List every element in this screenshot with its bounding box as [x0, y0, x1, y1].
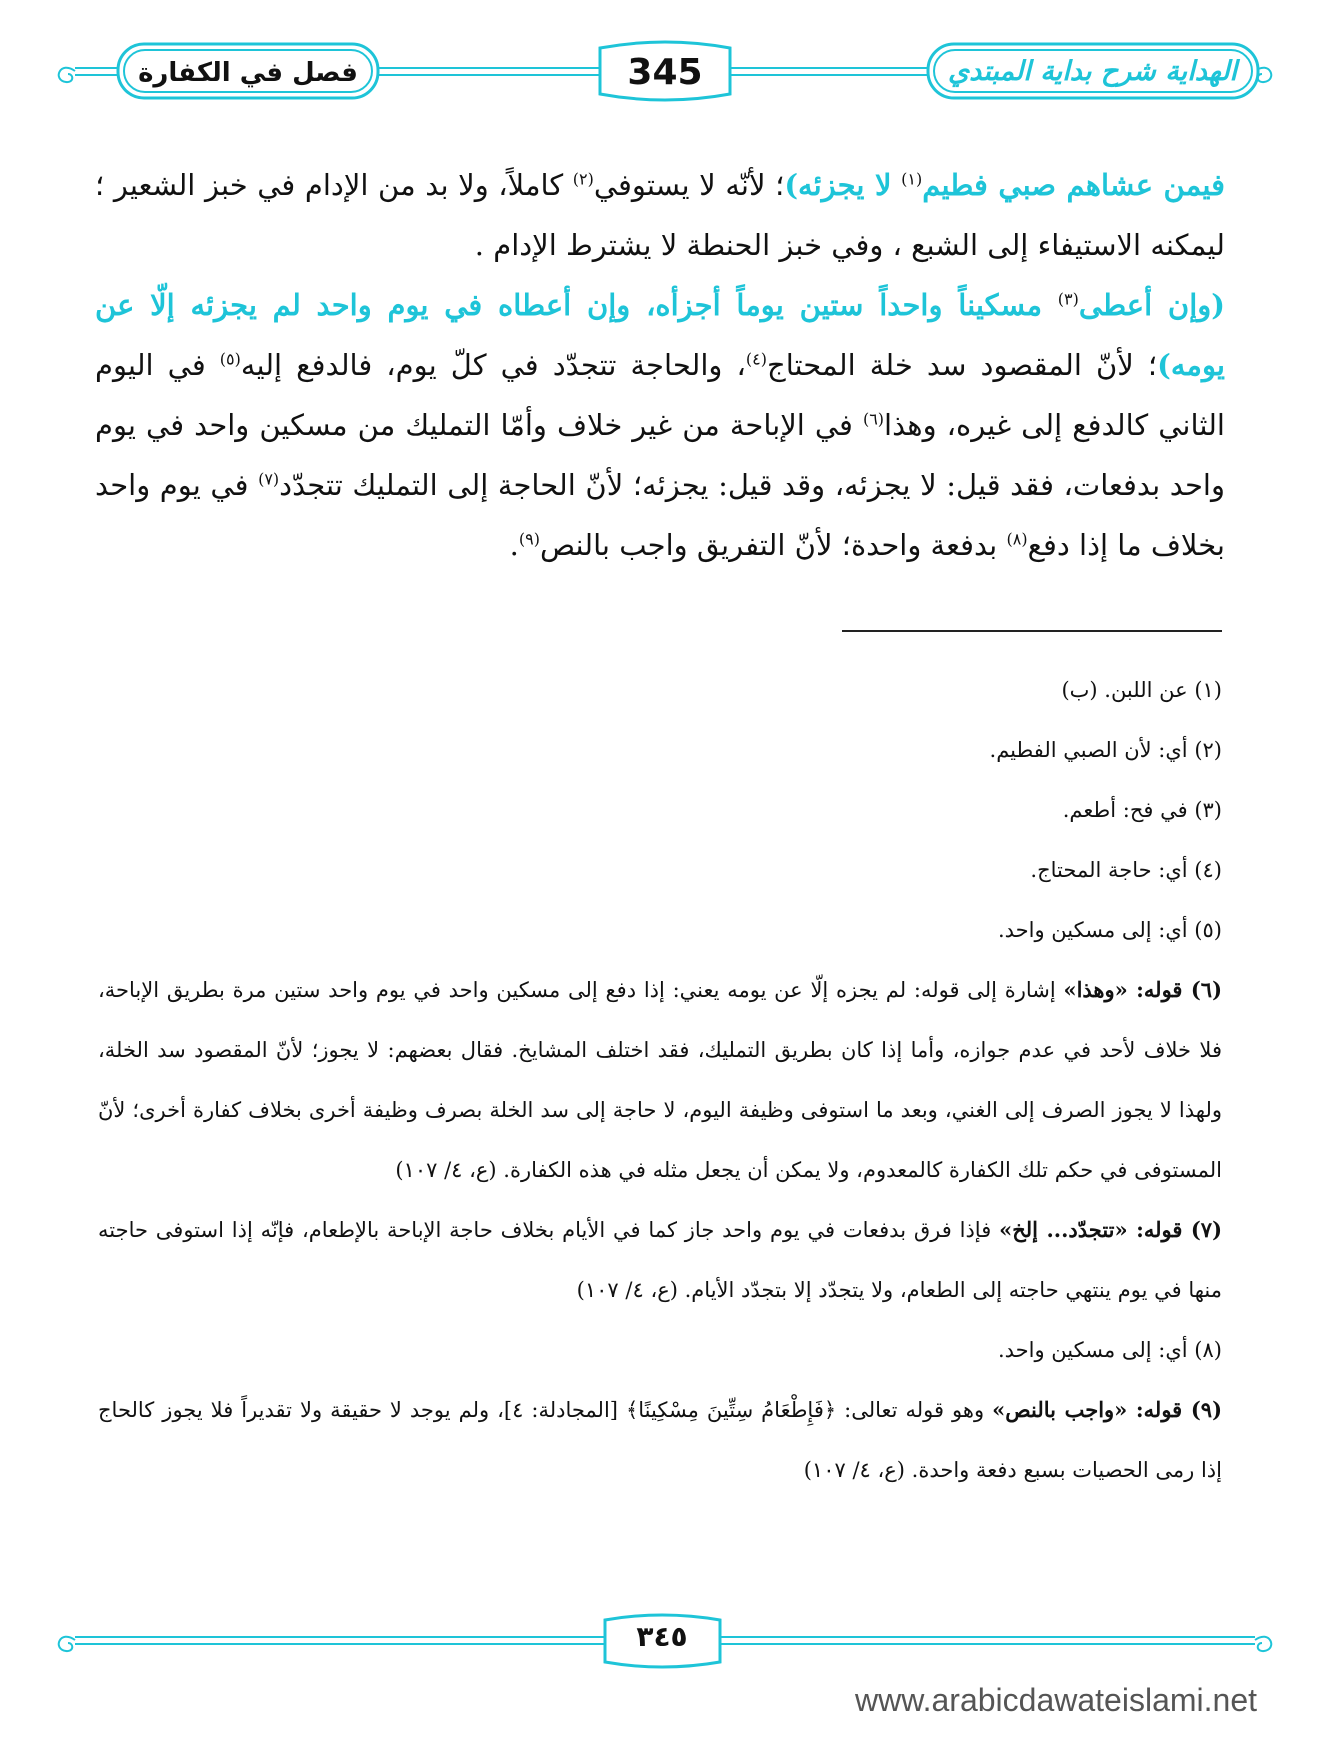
- footnote-ref-1: (١): [901, 169, 923, 189]
- footnote-6-text: إشارة إلى قوله: لم يجزه إلّا عن يومه يعني: إذا دفع إلى مسكين واحد في يوم واحد ستين مرة بطريق الإباحة، فلا خلاف لأحد في عدم جوازه، وأما إذا كان بطريق التمليك، فقد اختلف المشايخ. فقال بعضهم: لا يجوز؛ لأنّ المقصود سد الخلة، ولهذا لا يجوز الصرف إلى الغني، وبعد ما استوفى وظيفة اليوم، لا حاجة إلى سد الخلة بصرف وظيفة أخرى بخلاف كفارة أخرى؛ لأنّ المستوفى في حكم تلك الكفارة كالمعدوم، ولا يمكن أن يجعل مثله في هذه الكفارة. (ع، ٤/ ١٠٧): [98, 978, 1222, 1182]
- footer-page-number: ٣٤٥: [636, 1620, 688, 1653]
- main-text: [95, 155, 1225, 575]
- footnote-5: (٥) أي: إلى مسكين واحد.: [997, 918, 1222, 942]
- footnote-7-label: (٧) قوله: «تتجدّد... إلخ»: [999, 1217, 1223, 1242]
- commentary-text: .: [509, 528, 519, 562]
- quran-quote: ﴿فَإِطْعَامُ سِتِّينَ مِسْكِينًا﴾ [المجادلة: ٤]: [503, 1398, 837, 1422]
- commentary-text: بدفعة واحدة؛ لأنّ التفريق واجب بالنص: [539, 528, 1007, 562]
- footnote-ref-7: (٧): [258, 469, 280, 489]
- footnote-ref-8: (٨): [1006, 529, 1028, 549]
- footnotes: [98, 660, 1222, 1500]
- commentary-text: كاملاً، ولا بد من الإدام في خبز الشعير ؛ ليمكنه الاستيفاء إلى الشبع ، وفي خبز الحنطة لا يشترط الإدام .: [95, 168, 1225, 262]
- footnote-9: [98, 1380, 1222, 1500]
- footnote-9-text: وهو قوله تعالى:: [836, 1398, 993, 1422]
- book-title: الهداية شرح بداية المبتدي: [947, 56, 1238, 87]
- commentary-text: ، والحاجة تتجدّد في كلّ يوم، فالدفع إليه: [240, 348, 746, 382]
- footnote-divider: [842, 630, 1222, 632]
- footnote-6-label: (٦) قوله: «وهذا»: [1063, 977, 1222, 1002]
- matn-text: لا يجزئه): [784, 168, 892, 202]
- footnote-ref-9: (٩): [518, 529, 540, 549]
- footnote-9-text: ، ولم يوجد لا حقيقة ولا تقديراً فلا يجوز كالحاج إذا رمى الحصيات بسبع دفعة واحدة. (ع، ٤/ ١٠٧): [98, 1398, 1222, 1482]
- footnote-7: [98, 1200, 1222, 1320]
- footnote-3: (٣) في فح: أطعم.: [1062, 798, 1222, 822]
- website-watermark: www.arabicdawateislami.net: [855, 1682, 1257, 1718]
- footnote-7-text: فإذا فرق بدفعات في يوم واحد جاز كما في الأيام بخلاف حاجة الإباحة بالإطعام، فإنّه إذا استوفى حاجته منها في يوم ينتهي حاجته إلى الطعام، ولا يتجدّد إلا بتجدّد الأيام. (ع، ٤/ ١٠٧): [98, 1218, 1222, 1302]
- chapter-title: فصل في الكفارة: [138, 58, 358, 88]
- footnote-ref-6: (٦): [862, 409, 885, 429]
- header-page-number: 345: [627, 52, 703, 93]
- footnote-2: (٢) أي: لأن الصبي الفطيم.: [989, 738, 1222, 762]
- commentary-text: ؛ لأنّ المقصود سد خلة المحتاج: [766, 348, 1158, 382]
- matn-text: فيمن عشاهم صبي فطيم: [922, 168, 1225, 202]
- footnote-8: (٨) أي: إلى مسكين واحد.: [997, 1338, 1222, 1362]
- footnote-ref-5: (٥): [219, 349, 241, 369]
- matn-text: مسكيناً واحداً ستين يوماً أجزأه، وإن أعطاه في يوم واحد لم يجزئه إلّا عن يومه): [95, 288, 1225, 382]
- paragraph-1: [95, 155, 1225, 275]
- commentary-text: ؛ لأنّه لا يستوفي: [593, 168, 785, 202]
- footnote-ref-3: (٣): [1057, 289, 1079, 309]
- footnote-6: [98, 960, 1222, 1200]
- footnote-4: (٤) أي: حاجة المحتاج.: [1030, 858, 1222, 882]
- commentary-text: في اليوم الثاني كالدفع إلى غيره، وهذا: [95, 348, 1225, 442]
- footnote-ref-2: (٢): [572, 169, 594, 189]
- footnote-ref-4: (٤): [745, 349, 767, 369]
- matn-text: (وإن أعطى: [1078, 288, 1225, 322]
- commentary-text: في الإباحة من غير خلاف وأمّا التمليك من مسكين واحد في يوم واحد بدفعات، فقد قيل: لا يجزئه، وقد قيل: يجزئه؛ لأنّ الحاجة إلى التمليك تتجدّد: [95, 408, 1225, 502]
- footnote-1: (١) عن اللبن. (ب): [1061, 678, 1222, 702]
- paragraph-2: [95, 275, 1225, 575]
- page-header: [0, 0, 1325, 140]
- footnote-9-label: (٩) قوله: «واجب بالنص»: [992, 1397, 1223, 1422]
- commentary-text: في يوم واحد بخلاف ما إذا دفع: [95, 468, 1225, 562]
